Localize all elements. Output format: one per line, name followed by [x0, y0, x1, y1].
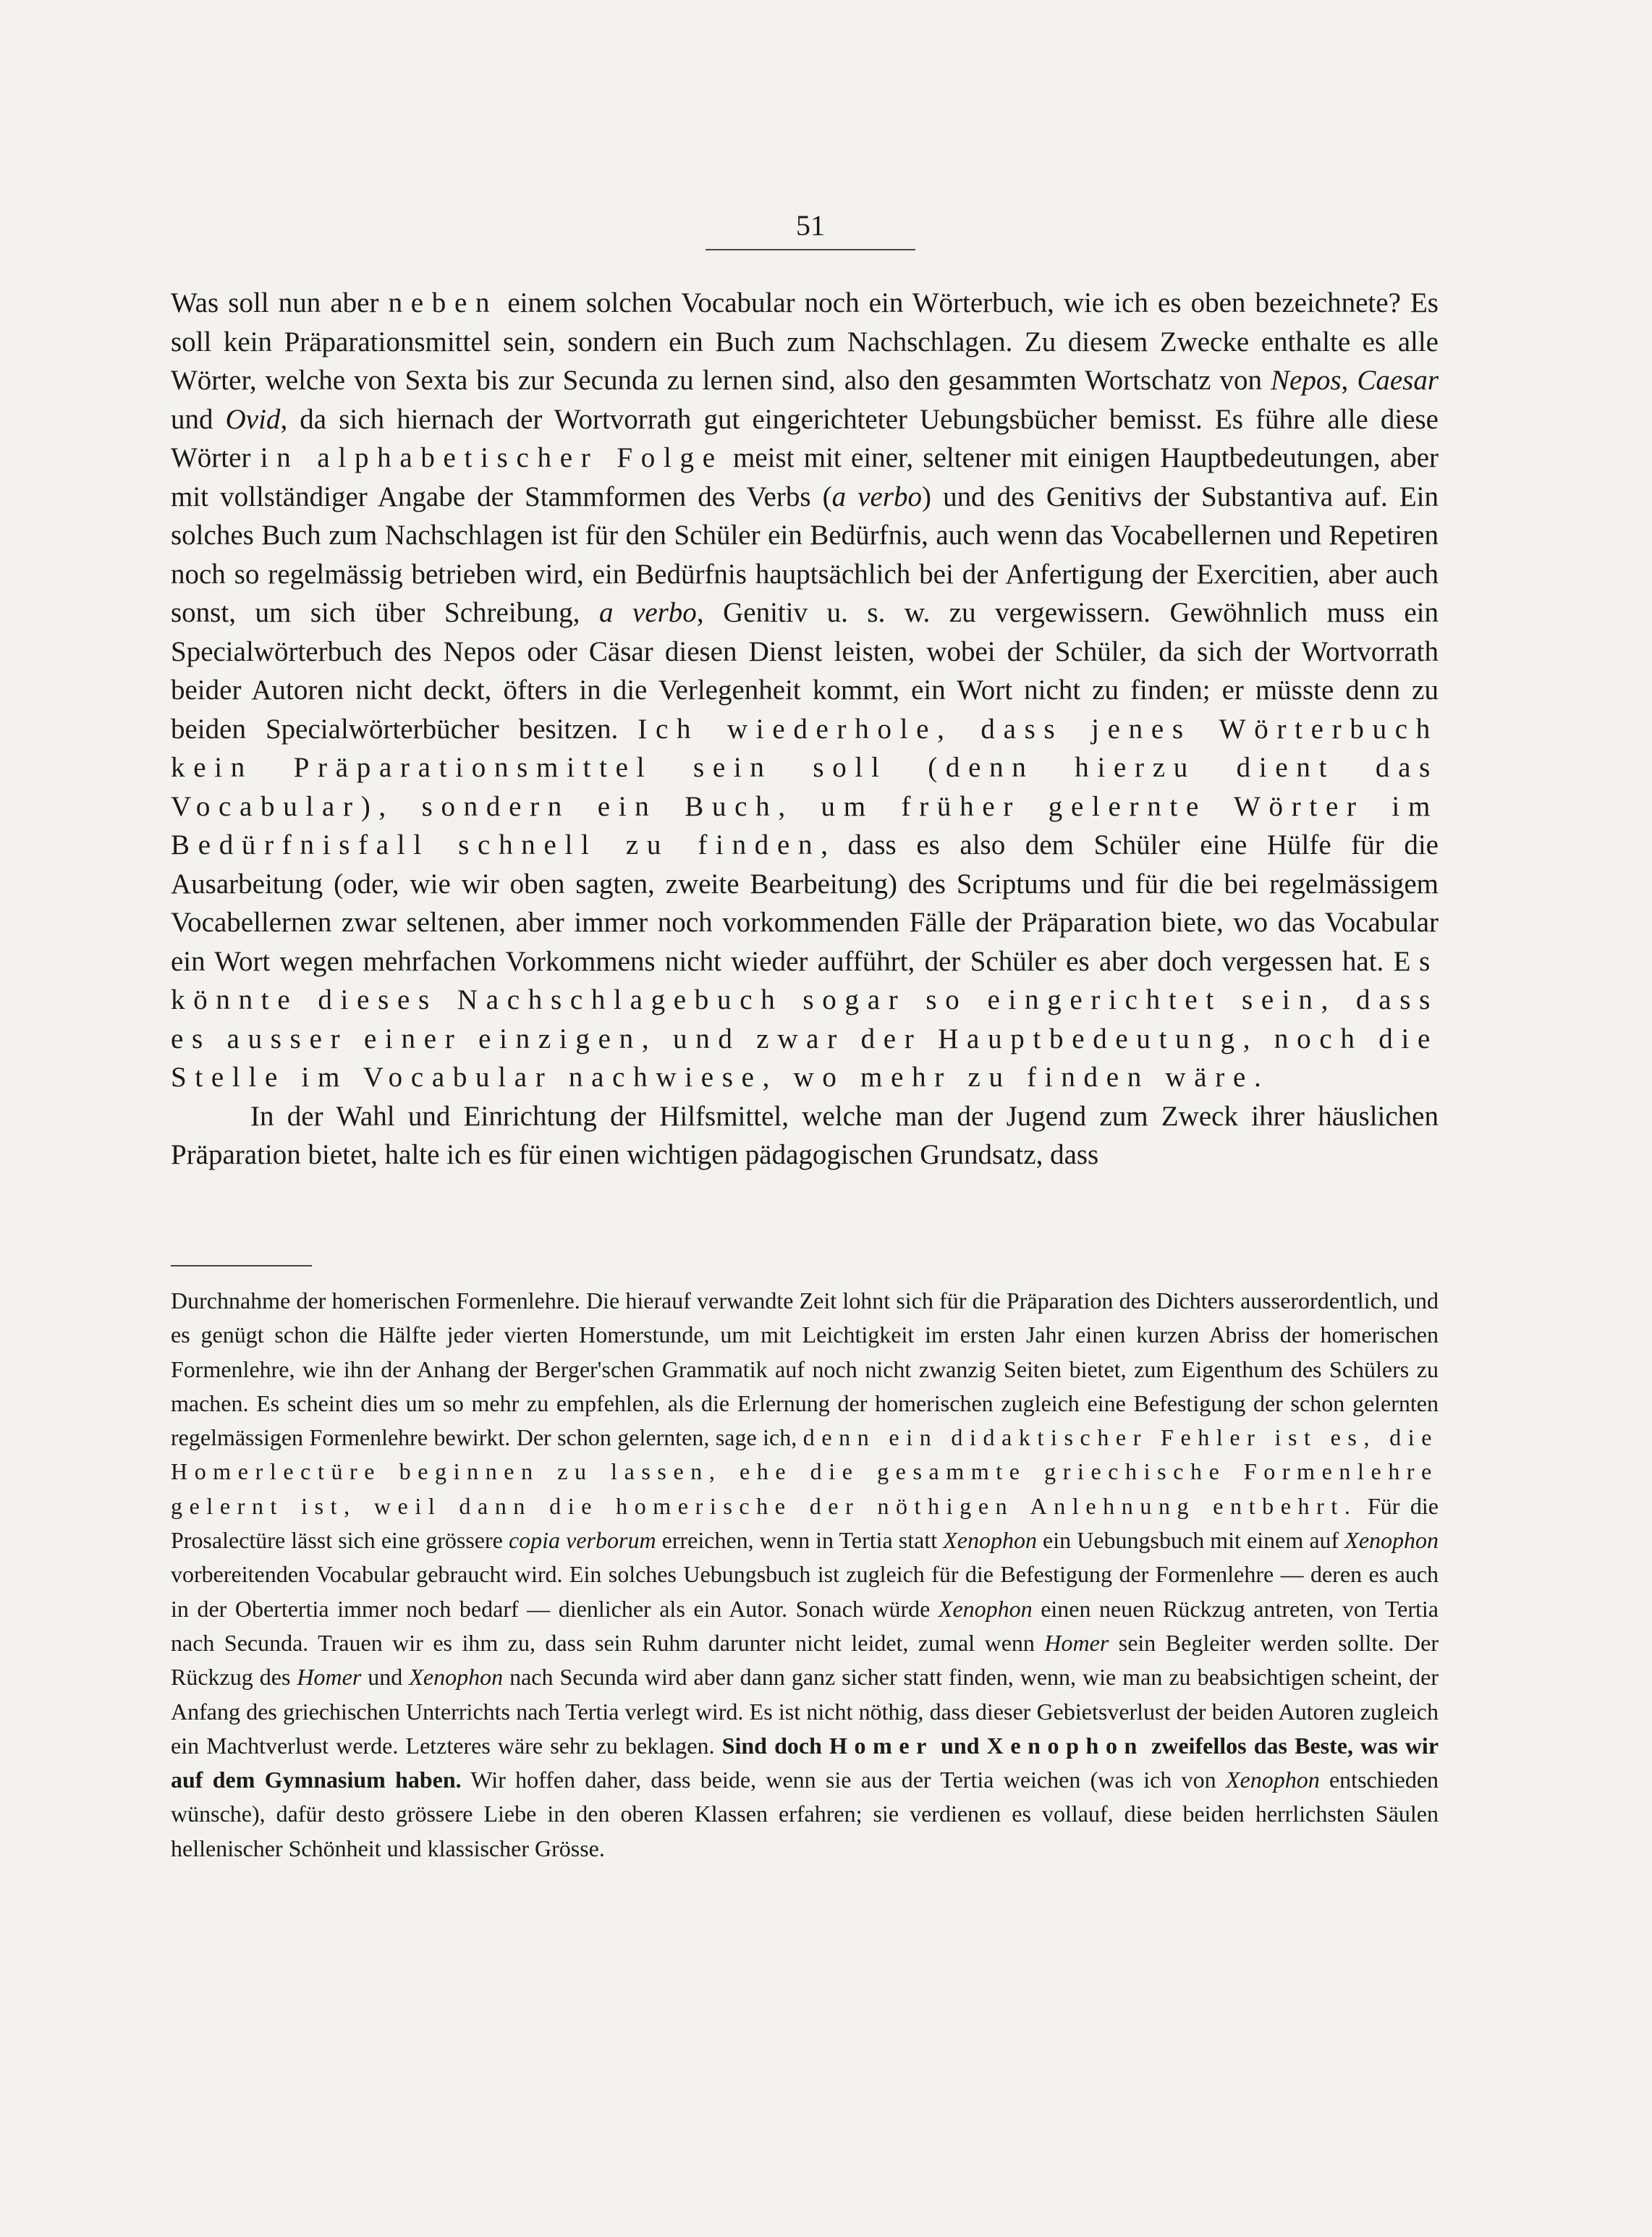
emphasis-spaced: Ich wiederhole, dass jenes Wörterbuch kein Präparationsmittel sein soll (denn hierzu dient das Vocabular), sondern ein Buch, um früher gelernte Wörter im Bedürfnisfall schnell zu finden	[171, 713, 1439, 860]
paragraph-2: In der Wahl und Einrichtung der Hilfsmittel, welche man der Jugend zum Zweck ihrer häuslichen Präparation bietet, halte ich es für einen wichtigen pädagogischen Grundsatz, dass	[171, 1100, 1439, 1170]
author-name: Homer	[1044, 1629, 1109, 1656]
text-run: ,	[1341, 365, 1357, 396]
bold-statement: zweifellos das Beste, was wir auf dem Gymnasium haben.	[171, 1732, 1439, 1793]
text-run: ) und des Genitivs der Substantiva auf. Ein solches Buch zum Nachschlagen ist für den Schüler ein Bedürfnis, auch wenn das Vocabellernen und Repetiren noch so regelmässig betrieben wird, ein Bedürfnis hauptsächlich bei der Anfertigung der Exercitien, aber auch sonst, um sich über Schreibung,	[171, 481, 1439, 628]
footnote-rule	[171, 1265, 312, 1266]
text-run: entschieden wünsche), dafür desto grössere Liebe in den oberen Klassen erfahren; sie verdienen es vollauf, diese beiden herrlichsten Säulen hellenischer Schönheit und klassischer Grösse.	[171, 1767, 1439, 1861]
main-text	[171, 284, 1439, 1175]
text-run: einen neuen Rückzug antreten, von Tertia nach Secunda. Trauen wir es ihm zu, dass sein Ruhm darunter nicht leidet, zumal wenn	[171, 1595, 1439, 1656]
author-name: Xenophon	[938, 1595, 1033, 1622]
text-run: sein Begleiter werden sollte. Der Rückzug des	[171, 1629, 1439, 1691]
bold-statement: und	[933, 1732, 987, 1759]
text-run: Durchnahme der homerischen Formenlehre. Die hierauf verwandte Zeit lohnt sich für die Präparation des Dichters ausserordentlich, und es genügt schon die Hälfte jeder vierten Homerstunde, um mit Leichtigkeit im ersten Jahr einen kurzen Abriss der homerischen Formenlehre, wie ihn der Anhang der Berger'schen Grammatik auf noch nicht zwanzig Seiten bietet, zum Eigenthum des Schülers zu machen. Es scheint dies um so mehr zu empfehlen, als die Erlernung der homerischen zugleich eine Befestigung der schon gelernten regelmässigen Formenlehre bewirkt. Der schon gelernten, sage ich,	[171, 1287, 1439, 1451]
emphasis-spaced: neben	[388, 287, 499, 318]
author-name: Xenophon	[1344, 1527, 1439, 1554]
footnote-paragraph	[171, 1284, 1439, 1866]
text-run: Für die Prosalectüre lässt sich eine grössere	[171, 1492, 1439, 1554]
paragraph-1	[171, 284, 1439, 1097]
bold-statement: Sind doch	[721, 1732, 830, 1759]
bold-spaced-name: Xenophon	[986, 1732, 1144, 1759]
text-run: meist mit einer, seltener mit einigen Hauptbedeutungen, aber mit vollständiger Angabe der Stammformen des Verbs (	[171, 442, 1439, 512]
text-run: , dass es also dem Schüler eine Hülfe für die Ausarbeitung (oder, wie wir oben sagten, zweite Bearbeitung) des Scriptums und für die bei regelmässigem Vocabellernen zwar seltenen, aber immer noch vorkommenden Fälle der Präparation biete, wo das Vocabular ein Wort wegen mehrfachen Vorkommens nicht wieder aufführt, der Schüler es aber doch vergessen hat.	[171, 829, 1439, 977]
emphasis-spaced: in alphabetischer Folge	[260, 442, 724, 473]
italic-term: a verbo	[598, 597, 697, 628]
text-run: Wir hoffen daher, dass beide, wenn sie aus der Tertia weichen (was ich von	[461, 1767, 1226, 1793]
text-run: , Genitiv u. s. w. zu vergewissern. Gewöhnlich muss ein Specialwörterbuch des Nepos oder Cäsar diesen Dienst leisten, wobei der Schüler, da sich der Wortvorrath beider Autoren nicht deckt, öfters in die Verlegenheit kommt, ein Wort nicht zu finden; er müsste denn zu beiden Specialwörterbücher besitzen.	[171, 597, 1439, 745]
author-name: Homer	[297, 1664, 362, 1691]
text-run: Was soll nun aber	[171, 287, 389, 318]
author-name: Xenophon	[1225, 1767, 1320, 1793]
emphasis-spaced: Es könnte dieses Nachschlagebuch sogar so eingerichtet sein, dass es ausser einer einzigen, und zwar der Hauptbedeutung, noch die Stelle im Vocabular nachwiese, wo mehr zu finden wäre.	[171, 945, 1439, 1093]
text-run: erreichen, wenn in Tertia statt	[656, 1527, 944, 1554]
footnote	[171, 1284, 1439, 1866]
author-name: Xenophon	[943, 1527, 1037, 1554]
text-run: und	[171, 403, 226, 435]
page-number-rule	[706, 249, 915, 250]
text-run: vorbereitenden Vocabular gebraucht wird. Ein solches Uebungsbuch ist zugleich für die Befestigung der Formenlehre — deren es auch in der Obertertia immer noch bedarf — dienlicher als ein Autor. Sonach würde	[171, 1561, 1439, 1622]
bold-spaced-name: Homer	[829, 1732, 933, 1759]
italic-term: copia verborum	[508, 1527, 656, 1554]
text-run: und	[361, 1664, 410, 1691]
author-name: Caesar	[1357, 365, 1439, 396]
text-run: nach Secunda wird aber dann ganz sicher statt finden, wenn, wie man zu beabsichtigen scheint, der Anfang des griechischen Unterrichts nach Tertia verlegt wird. Es ist nicht nöthig, dass dieser Gebietsverlust der beiden Autoren zugleich ein Machtverlust werde. Letzteres wäre sehr zu beklagen.	[171, 1664, 1439, 1759]
author-name: Ovid	[225, 403, 281, 435]
text-run: ein Uebungsbuch mit einem auf	[1036, 1527, 1345, 1554]
text-run: einem solchen Vocabular noch ein Wörterbuch, wie ich es oben bezeichnete? Es soll kein Präparationsmittel sein, sondern ein Buch zum Nachschlagen. Zu diesem Zwecke enthalte es alle Wörter, welche von Sexta bis zur Secunda zu lernen sind, also den gesammten Wortschatz von	[171, 287, 1439, 396]
author-name: Xenophon	[409, 1664, 504, 1691]
text-run: , da sich hiernach der Wortvorrath gut eingerichteter Uebungsbücher bemisst. Es führe alle diese Wörter	[171, 403, 1439, 473]
emphasis-spaced: denn ein didaktischer Fehler ist es, die Homerlectüre beginnen zu lassen, ehe die gesammte griechische Formenlehre gelernt ist, weil dann die homerische der nöthigen Anlehnung entbehrt.	[171, 1424, 1439, 1519]
author-name: Nepos	[1271, 365, 1342, 396]
page-number: 51	[796, 209, 825, 242]
italic-term: a verbo	[831, 481, 923, 512]
